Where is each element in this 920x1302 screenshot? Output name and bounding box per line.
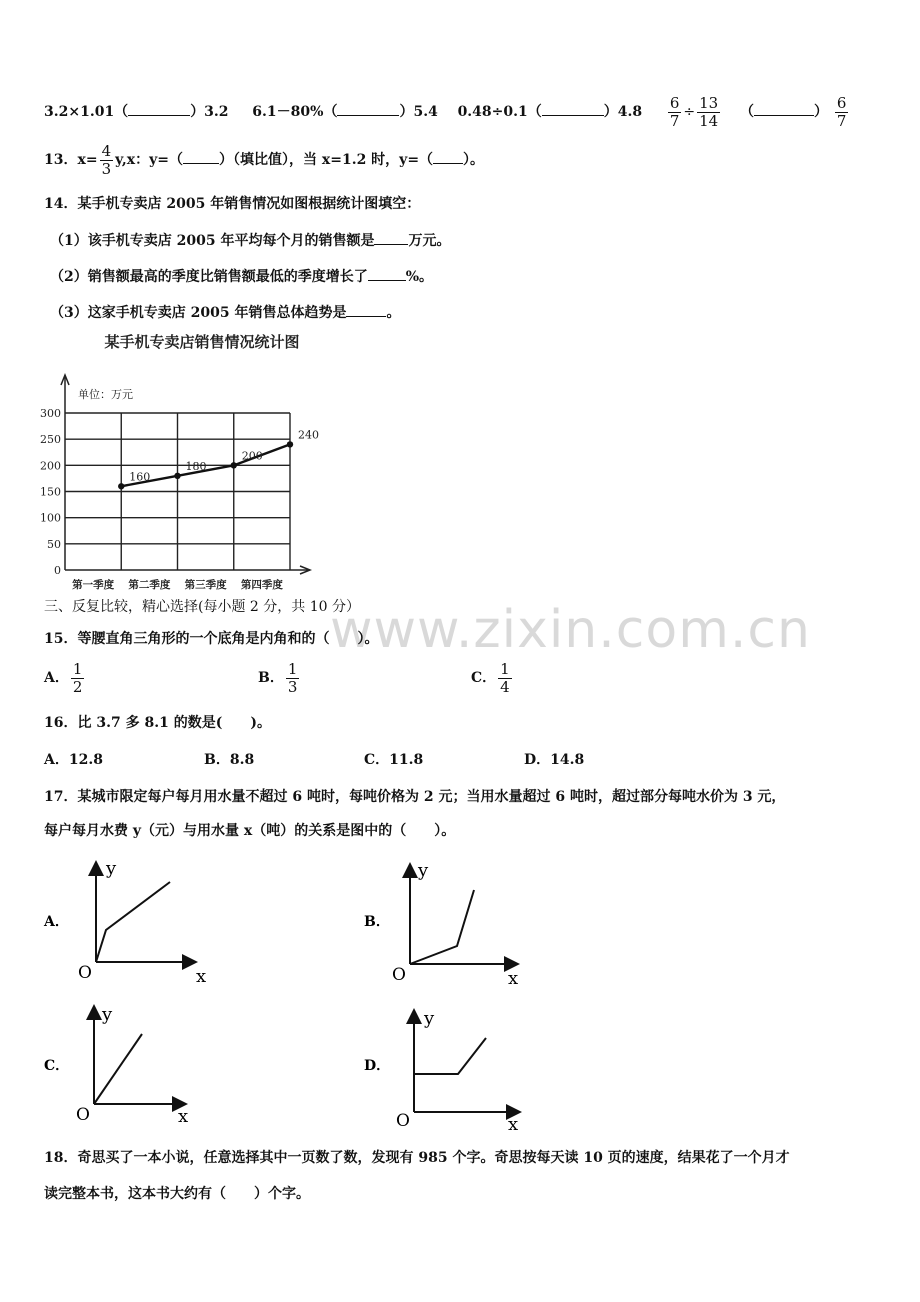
blank-a	[128, 114, 190, 116]
data-label-4: 240	[298, 428, 319, 442]
compare-d-right: ）	[813, 104, 828, 120]
x-tick-label-3: 第三季度	[184, 579, 227, 591]
watermark: www.zixin.com.cn	[330, 600, 811, 660]
question-16-stem: 16．比 3.7 多 8.1 的数是( )。	[44, 715, 271, 731]
graph-c-y-label: y	[102, 1004, 113, 1025]
question-14-stem: 14．某手机专卖店 2005 年销售情况如图根据统计图填空：	[44, 196, 421, 212]
y-tick-label-0: 0	[54, 564, 61, 577]
x-tick-label-4: 第四季度	[240, 579, 283, 591]
question-14-sub-2: （2）销售额最高的季度比销售额最低的季度增长了 %。	[50, 269, 434, 285]
y-tick-label-200: 200	[40, 459, 61, 473]
graph-d-y-label: y	[424, 1008, 435, 1029]
compare-b-right: ）5.4	[399, 104, 438, 120]
q15-option-b[interactable]: B． $\frac{1}{3}$	[258, 659, 298, 696]
graph-c-x-label: x	[178, 1106, 189, 1127]
q13-text-4: ）。	[463, 152, 485, 168]
graph-a[interactable]	[43, 858, 206, 987]
q13-text-3: ）（填比值），当 x=1.2 时，y=（	[219, 152, 434, 168]
q16-option-c[interactable]: C．11.8	[364, 752, 424, 768]
graph-c[interactable]	[44, 1004, 188, 1127]
compare-a-left: 3.2×1.01（	[44, 104, 129, 120]
graph-a-origin: O	[78, 963, 92, 983]
chart-title: 某手机专卖店销售情况统计图	[104, 333, 300, 351]
data-point-3	[231, 462, 237, 468]
section-3-heading: 三、反复比较，精心选择(每小题 2 分，共 10 分）	[44, 599, 360, 615]
question-14-sub-3: （3）这家手机专卖店 2005 年销售总体趋势是 。	[50, 305, 401, 321]
sales-line-chart	[40, 325, 330, 595]
graph-b-y-label: y	[418, 860, 429, 881]
data-label-2: 180	[185, 459, 207, 473]
graph-d[interactable]	[364, 1008, 520, 1135]
compare-c-right: ）4.8	[603, 104, 643, 120]
graph-d-origin: O	[396, 1111, 410, 1131]
chart-unit-label: 单位：万元	[78, 388, 133, 401]
data-point-1	[118, 483, 124, 489]
graph-a-label: A．	[44, 914, 69, 930]
fraction-six-sevenths-2: $\frac{6}{7}$	[836, 93, 847, 130]
y-tick-label-50: 50	[47, 537, 61, 551]
data-label-1: 160	[129, 470, 151, 484]
fraction-six-sevenths: $\frac{6}{7}$	[669, 93, 680, 130]
blank-d	[754, 114, 814, 116]
compare-d-left: （	[739, 104, 754, 120]
q13-text-2: y,x：y=（	[115, 152, 183, 168]
graph-d-label: D．	[364, 1058, 391, 1074]
blank-b	[337, 114, 399, 116]
graph-a-y-label: y	[106, 858, 117, 879]
q15-option-a[interactable]: A． $\frac{1}{2}$	[44, 659, 83, 696]
fraction-four-thirds: $\frac{4}{3}$	[101, 141, 112, 178]
question-15-stem: 15．等腰直角三角形的一个底角是内角和的（ ）。	[44, 631, 379, 647]
q17-graphs	[0, 850, 560, 1140]
graph-b-label: B．	[364, 914, 390, 930]
compare-c-left: 0.48÷0.1（	[457, 104, 542, 120]
data-point-4	[287, 441, 293, 447]
question-14-sub-1: （1）该手机专卖店 2005 年平均每个月的销售额是 万元。	[50, 233, 451, 249]
q15-option-c[interactable]: C． $\frac{1}{4}$	[471, 659, 510, 696]
graph-b-x-label: x	[508, 968, 519, 989]
question-18-line-1: 18．奇思买了一本小说，任意选择其中一页数了数，发现有 985 个字。奇思按每天读 10 页的速度，结果花了一个月才	[44, 1150, 790, 1166]
graph-b-origin: O	[392, 965, 406, 985]
q16-option-d[interactable]: D．14.8	[524, 752, 585, 768]
chart-x-ticks	[72, 578, 283, 591]
compare-a-right: ）3.2	[190, 104, 229, 120]
graph-d-x-label: x	[508, 1114, 519, 1135]
blank-q13-1	[183, 162, 219, 164]
chart-series	[118, 428, 319, 489]
graph-c-label: C．	[44, 1058, 70, 1074]
divide-sign: ÷	[683, 104, 696, 120]
y-tick-label-100: 100	[40, 511, 61, 525]
question-17-line-2: 每户每月水费 y（元）与用水量 x（吨）的关系是图中的（ ）。	[44, 823, 456, 839]
graph-c-origin: O	[76, 1105, 90, 1125]
y-tick-label-300: 300	[40, 407, 61, 420]
y-tick-label-250: 250	[40, 433, 61, 447]
compare-row	[44, 92, 850, 132]
question-17-line-1: 17．某城市限定每户每月用水量不超过 6 吨时，每吨价格为 2 元；当用水量超过 6 吨时，超过部分每吨水价为 3 元，	[44, 789, 786, 805]
data-point-2	[174, 473, 180, 479]
chart-y-ticks	[40, 407, 61, 577]
blank-q13-2	[433, 162, 463, 164]
graph-b[interactable]	[364, 860, 518, 989]
question-18-line-2: 读完整本书，这本书大约有（ ）个字。	[44, 1186, 310, 1202]
fraction-thirteen-fourteenths: $\frac{13}{14}$	[699, 93, 719, 130]
x-tick-label-1: 第一季度	[72, 579, 115, 591]
q16-option-a[interactable]: A．12.8	[44, 752, 103, 768]
y-tick-label-150: 150	[40, 485, 61, 499]
graph-a-x-label: x	[196, 966, 207, 987]
x-tick-label-2: 第二季度	[128, 579, 171, 591]
q16-option-b[interactable]: B．8.8	[204, 752, 255, 768]
q13-text-1: 13．x=	[44, 152, 98, 168]
compare-b-left: 6.1－80%（	[252, 104, 338, 120]
question-13	[44, 140, 484, 180]
blank-c	[542, 114, 604, 116]
data-label-3: 200	[241, 449, 263, 463]
